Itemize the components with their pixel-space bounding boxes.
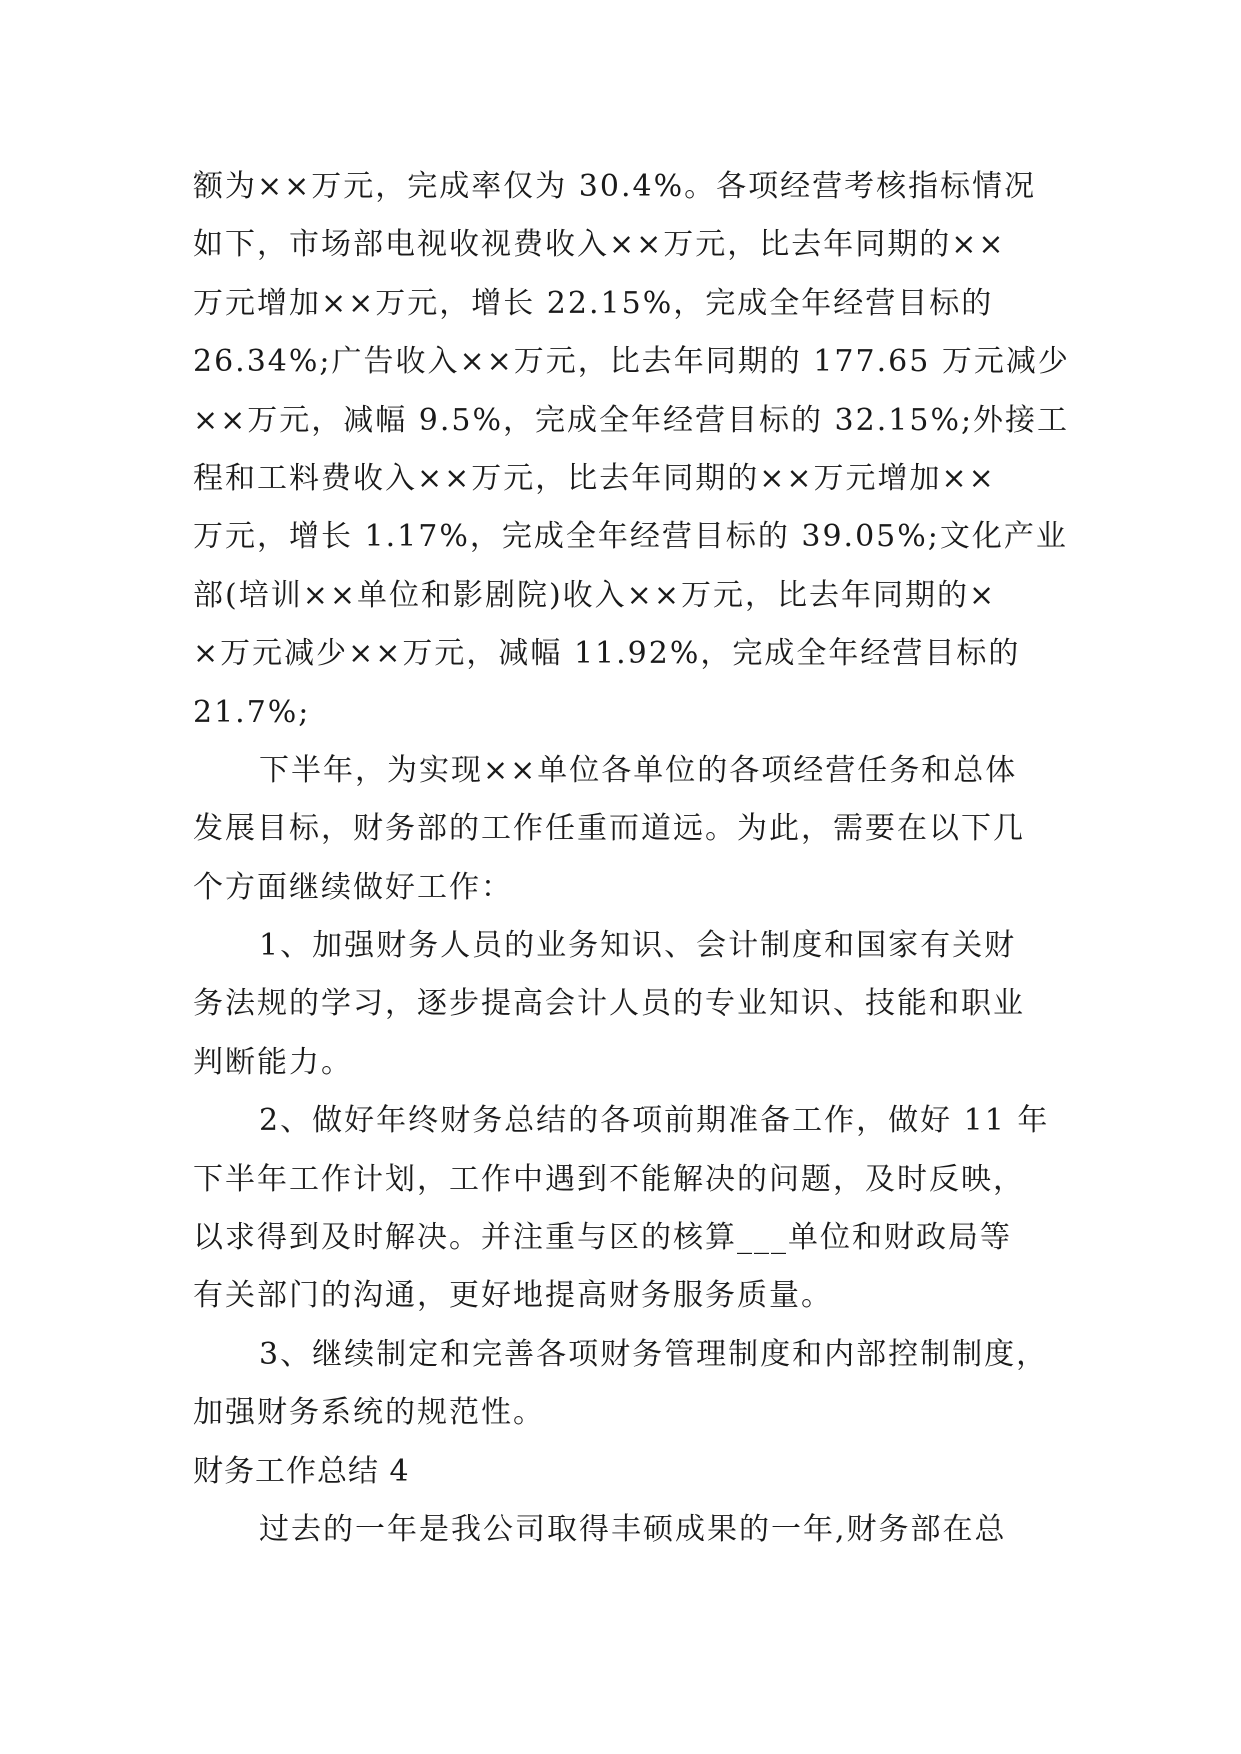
list-item-3: 3、继续制定和完善各项财务管理制度和内部控制制度， <box>259 1336 1049 1372</box>
document-page <box>193 158 1070 1559</box>
text-line: 部(培训××单位和影剧院)收入××万元，比去年同期的× <box>193 577 997 613</box>
text-line: 额为××万元，完成率仅为 30.4%。各项经营考核指标情况 <box>193 169 1037 204</box>
text-line: ××万元，减幅 9.5%，完成全年经营目标的 32.15%;外接工 <box>193 402 1070 438</box>
text-line: 个方面继续做好工作： <box>193 869 513 905</box>
text-line: 下半年工作计划，工作中遇到不能解决的问题，及时反映， <box>193 1161 1025 1197</box>
text-line: 有关部门的沟通，更好地提高财务服务质量。 <box>193 1278 833 1314</box>
text-line: 26.34%;广告收入××万元，比去年同期的 177.65 万元减少 <box>193 344 1070 380</box>
paragraph-first-line: 过去的一年是我公司取得丰硕成果的一年,财务部在总 <box>259 1511 1007 1547</box>
text-line: 务法规的学习，逐步提高会计人员的专业知识、技能和职业 <box>193 986 1025 1022</box>
paragraph-first-line: 下半年，为实现××单位各单位的各项经营任务和总体 <box>259 752 1018 788</box>
text-line: 程和工料费收入××万元，比去年同期的××万元增加×× <box>193 460 996 496</box>
list-item-2: 2、做好年终财务总结的各项前期准备工作，做好 11 年 <box>259 1103 1050 1139</box>
text-line: 万元增加××万元，增长 22.15%，完成全年经营目标的 <box>193 285 994 321</box>
section-heading: 财务工作总结 4 <box>193 1453 410 1489</box>
text-line: 加强财务系统的规范性。 <box>193 1395 545 1431</box>
text-line: 21.7%; <box>193 694 311 730</box>
list-item-1: 1、加强财务人员的业务知识、会计制度和国家有关财 <box>259 928 1017 964</box>
text-line: 判断能力。 <box>193 1044 353 1080</box>
text-line: ×万元减少××万元，减幅 11.92%，完成全年经营目标的 <box>193 636 1021 672</box>
text-line: 以求得到及时解决。并注重与区的核算___单位和财政局等 <box>193 1220 1012 1256</box>
text-line: 万元，增长 1.17%，完成全年经营目标的 39.05%;文化产业 <box>193 519 1068 555</box>
text-line: 如下，市场部电视收视费收入××万元，比去年同期的×× <box>193 227 1006 263</box>
text-line: 发展目标，财务部的工作任重而道远。为此，需要在以下几 <box>193 811 1025 847</box>
